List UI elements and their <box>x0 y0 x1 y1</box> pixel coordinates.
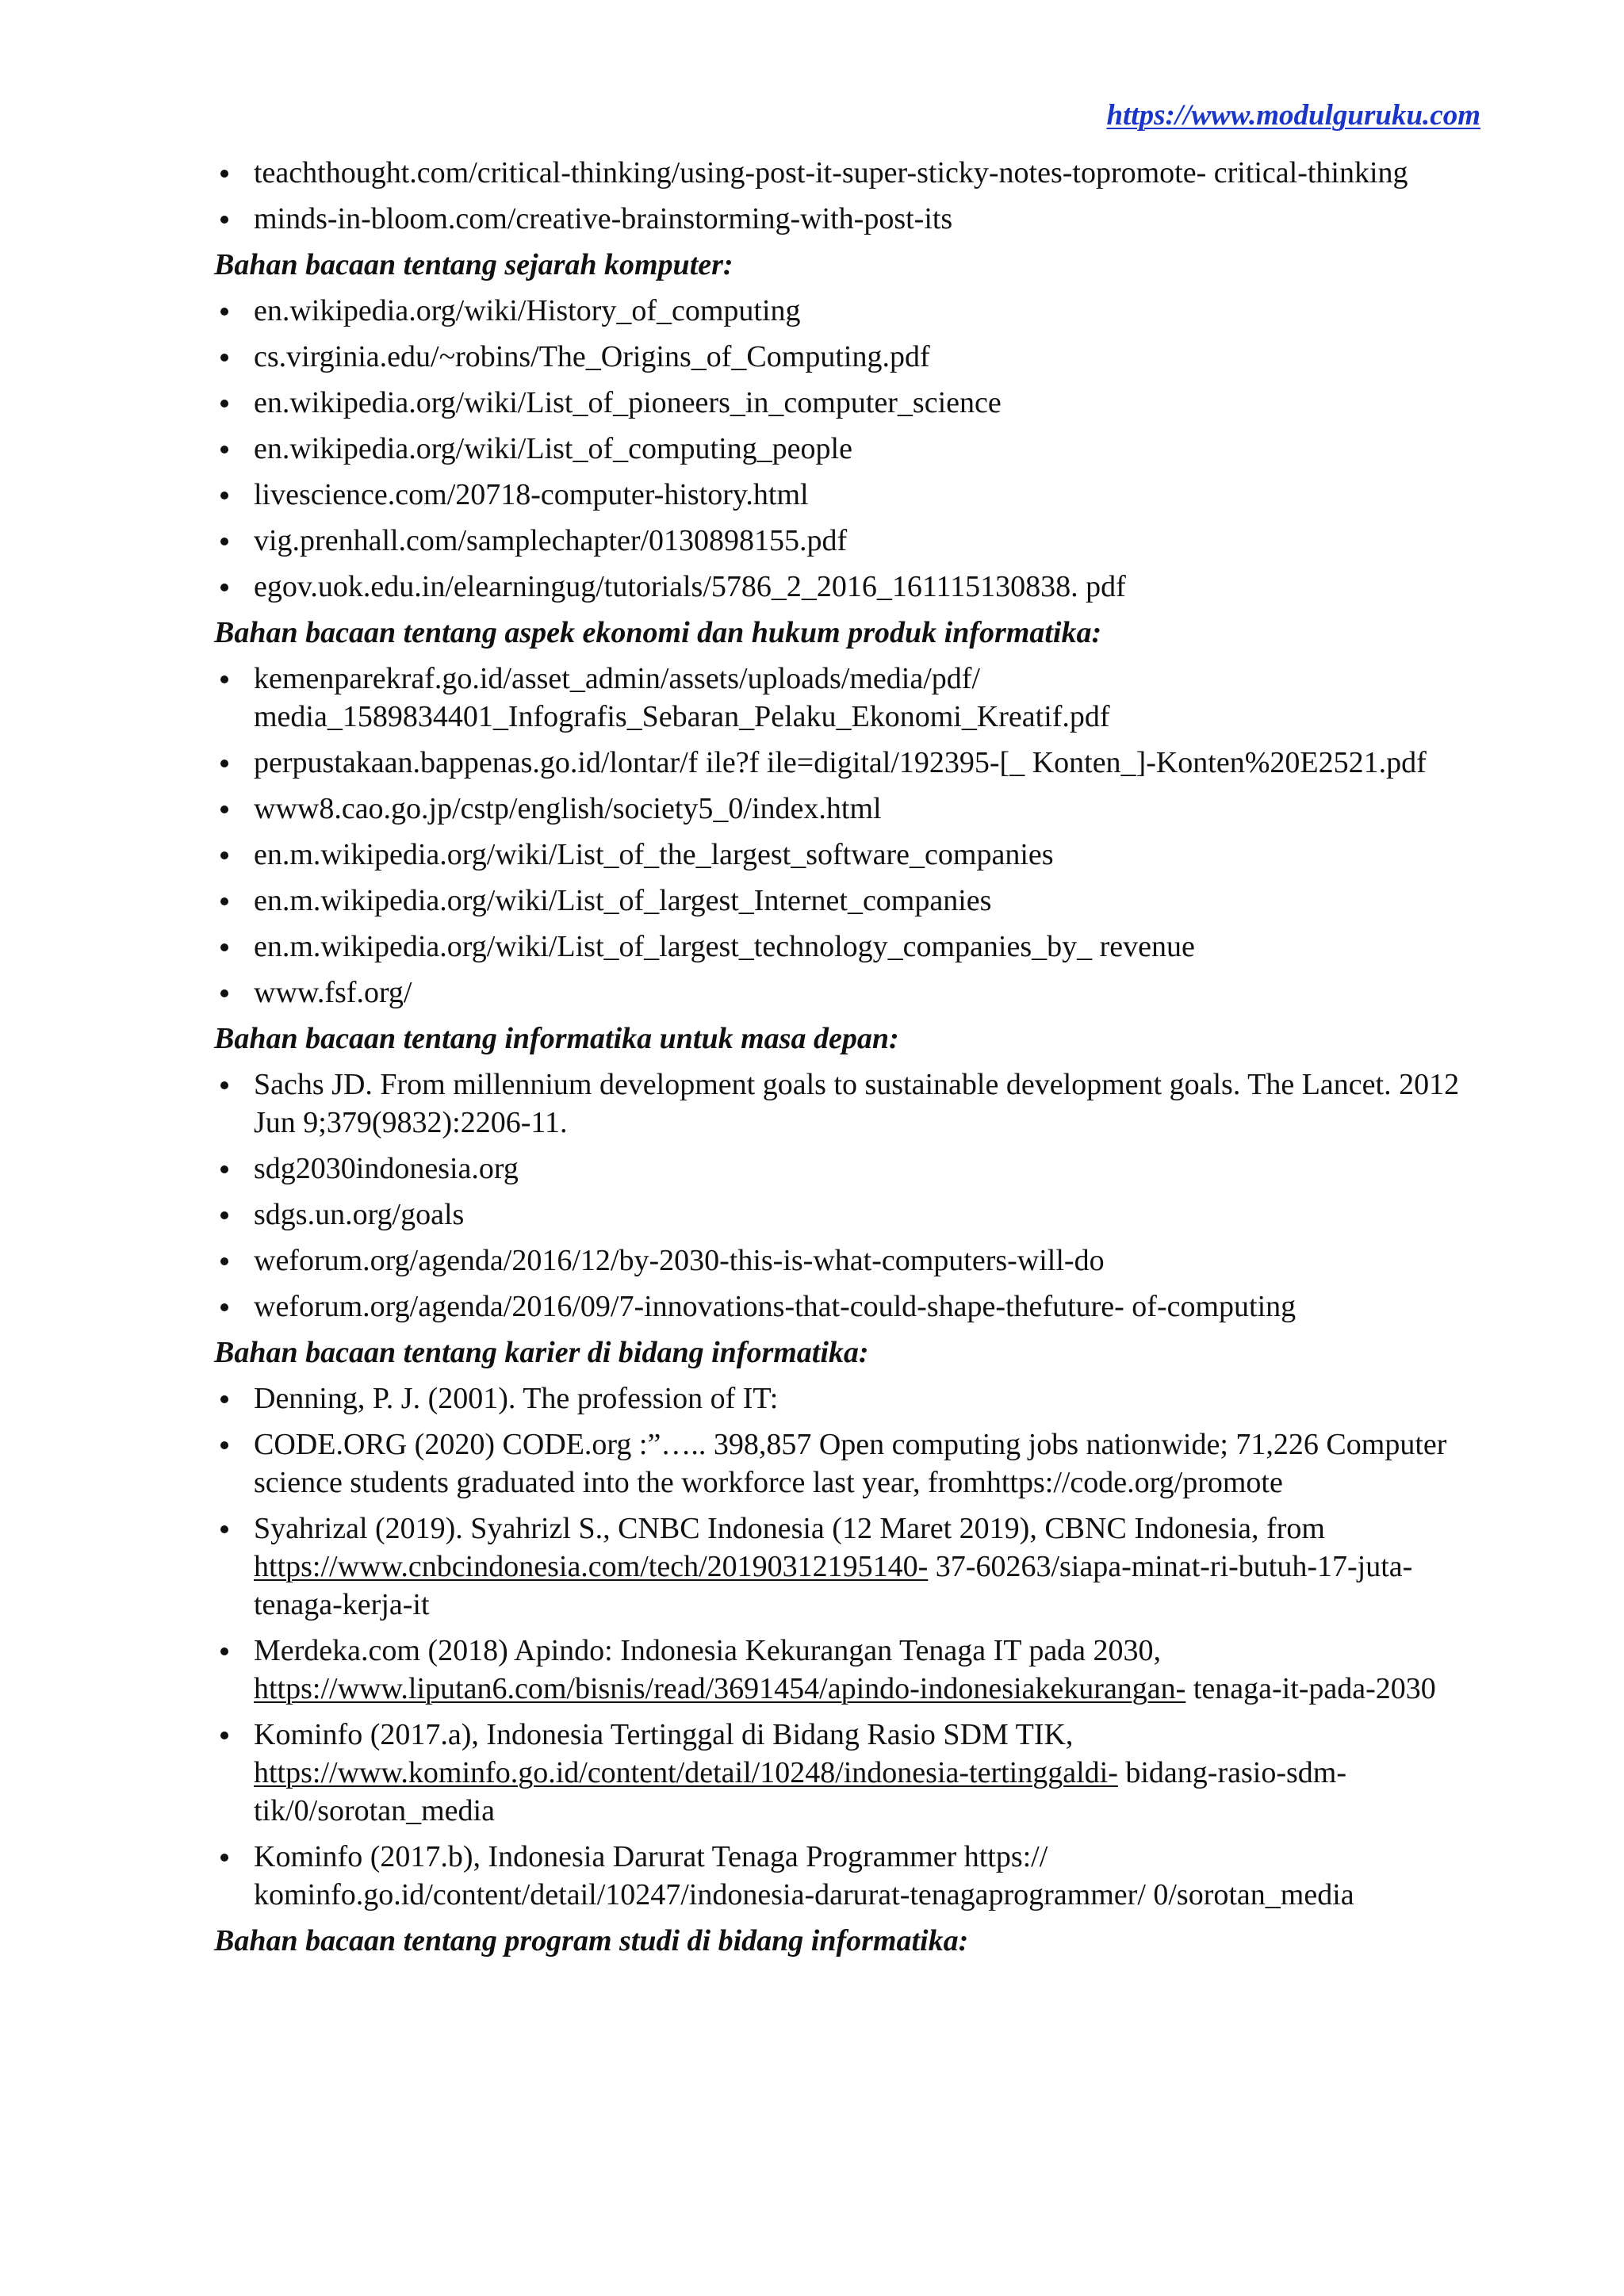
reference-item <box>214 384 1488 422</box>
bullet-icon <box>220 1525 228 1533</box>
reference-text: tenaga-it-pada-2030 <box>1185 1672 1436 1705</box>
reference-item <box>214 1242 1488 1280</box>
bullet-icon <box>220 354 228 362</box>
reference-item <box>214 1380 1488 1418</box>
bullet-icon <box>220 675 228 683</box>
reference-list <box>214 154 1488 1968</box>
reference-bullet-list <box>214 1066 1488 1326</box>
reference-text: Kominfo (2017.b), Indonesia Darurat Tenaga Programmer https:// kominfo.go.id/content/detail/10247/indonesia-darurat-tenagaprogrammer/ 0/sorotan_media <box>254 1840 1354 1911</box>
bullet-icon <box>220 308 228 316</box>
reference-link[interactable]: https://www.liputan6.com/bisnis/read/3691454/apindo-indonesiakekurangan- <box>254 1672 1186 1705</box>
reference-text: teachthought.com/critical-thinking/using-post-it-super-sticky-notes-topromote- critical-thinking <box>254 156 1408 189</box>
reference-item <box>214 1716 1488 1830</box>
reference-bullet-list <box>214 1380 1488 1914</box>
bullet-icon <box>220 1303 228 1311</box>
reference-item <box>214 974 1488 1012</box>
reference-item <box>214 1150 1488 1188</box>
bullet-icon <box>220 989 228 997</box>
bullet-icon <box>220 1647 228 1655</box>
reference-text: perpustakaan.bappenas.go.id/lontar/f ile?f ile=digital/192395-[_ Konten_]-Konten%20E2521.pdf <box>254 746 1427 779</box>
reference-text: en.m.wikipedia.org/wiki/List_of_the_largest_software_companies <box>254 838 1054 871</box>
reference-item <box>214 522 1488 560</box>
reference-text: weforum.org/agenda/2016/12/by-2030-this-is-what-computers-will-do <box>254 1244 1105 1277</box>
section-heading: Bahan bacaan tentang sejarah komputer: <box>214 248 733 281</box>
section-heading: Bahan bacaan tentang program studi di bidang informatika: <box>214 1924 969 1957</box>
bullet-icon <box>220 1165 228 1173</box>
reference-bullet-list <box>214 154 1488 238</box>
section-heading: Bahan bacaan tentang informatika untuk masa depan: <box>214 1022 899 1055</box>
reference-text: kemenparekraf.go.id/asset_admin/assets/uploads/media/pdf/ media_1589834401_Infografis_Sebaran_Pelaku_Ekonomi_Kreatif.pdf <box>254 662 1110 733</box>
reference-text: Kominfo (2017.a), Indonesia Tertinggal di Bidang Rasio SDM TIK, <box>254 1718 1074 1751</box>
reference-text: en.wikipedia.org/wiki/List_of_pioneers_in_computer_science <box>254 386 1002 419</box>
reference-item <box>214 1196 1488 1234</box>
bullet-icon <box>220 1395 228 1403</box>
bullet-icon <box>220 897 228 905</box>
reference-section <box>214 1922 1488 1960</box>
reference-section <box>214 154 1488 238</box>
reference-text: sdg2030indonesia.org <box>254 1152 519 1185</box>
reference-item <box>214 836 1488 874</box>
reference-text: 37-60263/siapa-minat-ri-butuh-17-juta-tenaga-kerja-it <box>254 1550 1413 1621</box>
reference-text: livescience.com/20718-computer-history.html <box>254 478 809 511</box>
reference-item <box>214 660 1488 736</box>
reference-item <box>214 154 1488 192</box>
bullet-icon <box>220 851 228 859</box>
reference-bullet-list <box>214 292 1488 606</box>
reference-text: en.m.wikipedia.org/wiki/List_of_largest_Internet_companies <box>254 884 992 917</box>
bullet-icon <box>220 538 228 545</box>
reference-item <box>214 1510 1488 1624</box>
reference-link[interactable]: https://www.cnbcindonesia.com/tech/20190312195140- <box>254 1550 929 1583</box>
reference-text: Syahrizal (2019). Syahrizl S., CNBC Indonesia (12 Maret 2019), CBNC Indonesia, from <box>254 1512 1325 1545</box>
reference-item <box>214 1838 1488 1914</box>
reference-item <box>214 200 1488 238</box>
reference-text: Denning, P. J. (2001). The profession of IT: <box>254 1382 779 1415</box>
reference-text: en.m.wikipedia.org/wiki/List_of_largest_technology_companies_by_ revenue <box>254 930 1195 963</box>
reference-text: weforum.org/agenda/2016/09/7-innovations-that-could-shape-thefuture- of-computing <box>254 1290 1297 1323</box>
reference-item <box>214 790 1488 828</box>
bullet-icon <box>220 806 228 813</box>
reference-item <box>214 292 1488 330</box>
reference-text: Merdeka.com (2018) Apindo: Indonesia Kekurangan Tenaga IT pada 2030, <box>254 1634 1162 1667</box>
bullet-icon <box>220 1257 228 1265</box>
reference-item <box>214 1425 1488 1502</box>
reference-item <box>214 430 1488 468</box>
reference-item <box>214 1066 1488 1142</box>
bullet-icon <box>220 1081 228 1089</box>
reference-item <box>214 882 1488 920</box>
bullet-icon <box>220 216 228 224</box>
bullet-icon <box>220 1854 228 1862</box>
reference-item <box>214 338 1488 376</box>
section-heading: Bahan bacaan tentang aspek ekonomi dan hukum produk informatika: <box>214 616 1102 649</box>
bullet-icon <box>220 170 228 178</box>
reference-item <box>214 1632 1488 1708</box>
reference-section <box>214 1334 1488 1914</box>
reference-text: www8.cao.go.jp/cstp/english/society5_0/index.html <box>254 792 882 825</box>
reference-text: cs.virginia.edu/~robins/The_Origins_of_Computing.pdf <box>254 340 930 373</box>
bullet-icon <box>220 1441 228 1449</box>
reference-item <box>214 568 1488 606</box>
reference-item <box>214 1288 1488 1326</box>
bullet-icon <box>220 1211 228 1219</box>
reference-section <box>214 246 1488 606</box>
reference-section <box>214 1020 1488 1326</box>
reference-text: CODE.ORG (2020) CODE.org :”….. 398,857 Open computing jobs nationwide; 71,226 Computer science students graduated into the workforce last year, fromhttps://code.org/promote <box>254 1428 1447 1499</box>
site-url-link[interactable]: https://www.modulguruku.com <box>1106 99 1480 132</box>
reference-text: bidang-rasio-sdm-tik/0/sorotan_media <box>254 1756 1346 1827</box>
reference-text: egov.uok.edu.in/elearningug/tutorials/5786_2_2016_161115130838. pdf <box>254 570 1126 603</box>
bullet-icon <box>220 400 228 408</box>
reference-text: sdgs.un.org/goals <box>254 1198 465 1231</box>
reference-text: en.wikipedia.org/wiki/History_of_computing <box>254 294 801 327</box>
reference-item <box>214 928 1488 966</box>
reference-text: Sachs JD. From millennium development goals to sustainable development goals. The Lancet. 2012 Jun 9;379(9832):2206-11. <box>254 1068 1460 1139</box>
bullet-icon <box>220 1732 228 1739</box>
reference-text: minds-in-bloom.com/creative-brainstorming-with-post-its <box>254 202 953 235</box>
reference-item <box>214 476 1488 514</box>
reference-link[interactable]: https://www.kominfo.go.id/content/detail/10248/indonesia-tertinggaldi- <box>254 1756 1118 1789</box>
reference-section <box>214 614 1488 1012</box>
bullet-icon <box>220 943 228 951</box>
bullet-icon <box>220 492 228 499</box>
reference-text: en.wikipedia.org/wiki/List_of_computing_people <box>254 432 852 465</box>
section-heading: Bahan bacaan tentang karier di bidang informatika: <box>214 1336 869 1369</box>
bullet-icon <box>220 584 228 591</box>
reference-text: vig.prenhall.com/samplechapter/0130898155.pdf <box>254 524 848 557</box>
bullet-icon <box>220 760 228 767</box>
reference-bullet-list <box>214 660 1488 1012</box>
reference-item <box>214 744 1488 782</box>
bullet-icon <box>220 446 228 453</box>
reference-text: www.fsf.org/ <box>254 976 412 1009</box>
